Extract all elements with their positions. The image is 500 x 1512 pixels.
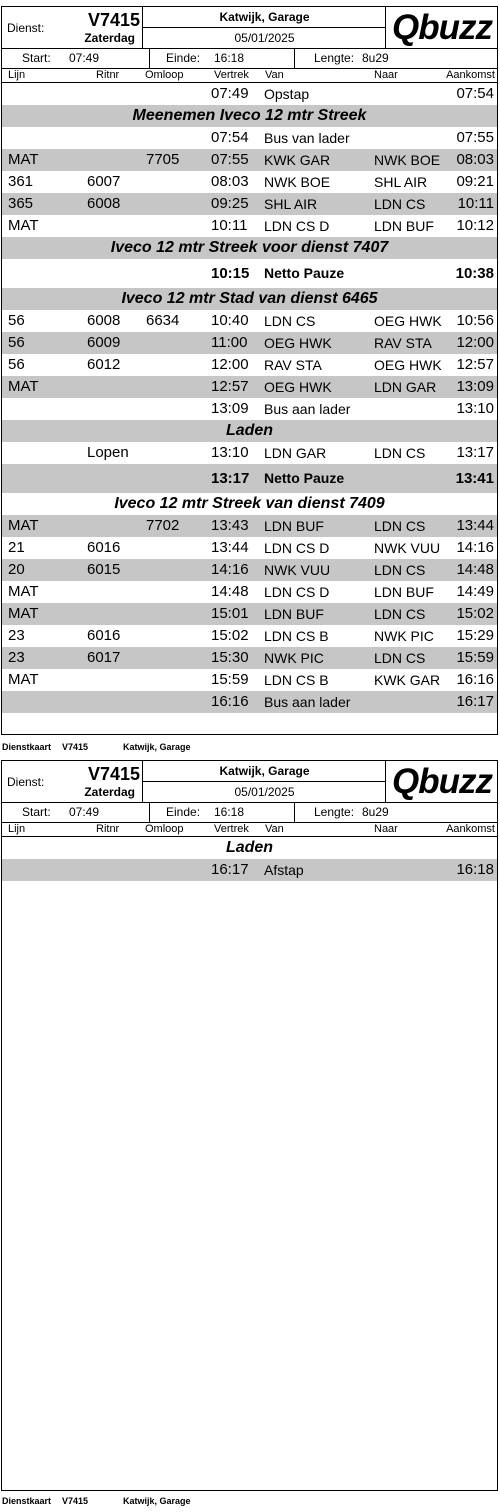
cell-aankomst: 14:49 xyxy=(456,583,494,600)
cell-lijn: MAT xyxy=(8,217,39,234)
cell-aankomst: 16:16 xyxy=(456,671,494,688)
col-vertrek: Vertrek xyxy=(214,823,249,835)
cell-aankomst: 13:17 xyxy=(456,444,494,461)
section-heading xyxy=(2,493,497,515)
cell-vertrek: 13:44 xyxy=(211,539,249,556)
cell-naar: LDN CS xyxy=(374,445,426,461)
cell-vertrek: 13:17 xyxy=(211,470,250,487)
cell-vertrek: 15:02 xyxy=(211,627,249,644)
cell-van: OEG HWK xyxy=(264,379,332,395)
section-heading xyxy=(2,837,497,859)
dienst-label: Dienst: xyxy=(7,21,45,35)
cell-vertrek: 10:40 xyxy=(211,312,249,329)
col-ritnr: Ritnr xyxy=(96,823,120,835)
trip-row xyxy=(2,376,497,398)
trip-row xyxy=(2,215,497,237)
cell-aankomst: 07:55 xyxy=(456,129,494,146)
cell-vertrek: 14:16 xyxy=(211,561,249,578)
cell-vertrek: 15:01 xyxy=(211,605,249,622)
cell-naar: KWK GAR xyxy=(374,672,441,688)
trip-row xyxy=(2,332,497,354)
cell-lijn: 56 xyxy=(8,334,25,351)
cell-van: LDN CS B xyxy=(264,628,329,644)
trip-row xyxy=(2,193,497,215)
cell-van: Bus aan lader xyxy=(264,694,351,710)
col-van: Van xyxy=(265,823,284,835)
cell-van: Netto Pauze xyxy=(264,265,345,281)
cell-vertrek: 16:16 xyxy=(211,693,249,710)
day-label: Zaterdag xyxy=(84,785,135,799)
cell-van: RAV STA xyxy=(264,357,322,373)
trip-row xyxy=(2,127,497,149)
cell-ritnr: 6007 xyxy=(87,173,121,190)
cell-van: LDN CS B xyxy=(264,672,329,688)
end-label: Einde: xyxy=(166,805,201,819)
trip-row xyxy=(2,603,497,625)
cell-omloop: 7702 xyxy=(146,517,180,534)
footer-dienst: V7415 xyxy=(62,742,89,752)
cell-omloop: 6634 xyxy=(146,312,180,329)
cell-aankomst: 13:10 xyxy=(456,400,494,417)
col-van: Van xyxy=(265,69,284,81)
location: Katwijk, Garage xyxy=(219,764,310,778)
col-lijn: Lijn xyxy=(8,69,26,81)
section-title: Laden xyxy=(225,422,274,439)
trip-row xyxy=(2,691,497,713)
cell-naar: LDN GAR xyxy=(374,379,437,395)
cell-vertrek: 13:10 xyxy=(211,444,249,461)
cell-van: NWK PIC xyxy=(264,650,324,666)
end-time: 16:18 xyxy=(214,51,245,65)
trip-row xyxy=(2,559,497,581)
col-aankomst: Aankomst xyxy=(446,69,495,81)
cell-lijn: 56 xyxy=(8,356,25,373)
cell-van: SHL AIR xyxy=(264,196,318,212)
cell-van: LDN CS D xyxy=(264,218,330,234)
cell-vertrek: 15:59 xyxy=(211,671,249,688)
cell-ritnr: 6008 xyxy=(87,312,121,329)
trip-row xyxy=(2,581,497,603)
trip-row xyxy=(2,83,497,105)
trip-row xyxy=(2,149,497,171)
cell-vertrek: 13:43 xyxy=(211,517,249,534)
cell-aankomst: 13:41 xyxy=(455,470,494,487)
cell-van: NWK VUU xyxy=(264,562,331,578)
trip-row xyxy=(2,398,497,420)
footer-location: Katwijk, Garage xyxy=(123,742,191,752)
cell-van: LDN CS D xyxy=(264,584,330,600)
section-title: Laden xyxy=(225,839,274,856)
col-ritnr: Ritnr xyxy=(96,69,120,81)
cell-ritnr: 6015 xyxy=(87,561,121,578)
end-label: Einde: xyxy=(166,51,201,65)
location: Katwijk, Garage xyxy=(219,10,310,24)
cell-ritnr: Lopen xyxy=(87,444,129,461)
cell-lijn: MAT xyxy=(8,378,39,395)
length-value: 8u29 xyxy=(362,51,389,65)
cell-vertrek: 12:00 xyxy=(211,356,249,373)
cell-vertrek: 16:17 xyxy=(211,861,249,878)
cell-lijn: MAT xyxy=(8,671,39,688)
times-bar xyxy=(2,802,497,823)
cell-ritnr: 6016 xyxy=(87,627,121,644)
cell-vertrek: 11:00 xyxy=(211,334,248,351)
cell-naar: LDN BUF xyxy=(374,584,434,600)
cell-lijn: 365 xyxy=(8,195,34,212)
cell-lijn: MAT xyxy=(8,517,39,534)
section-heading xyxy=(2,288,497,310)
cell-vertrek: 10:11 xyxy=(211,217,248,234)
cell-lijn: 361 xyxy=(8,173,34,190)
cell-aankomst: 08:03 xyxy=(456,151,494,168)
cell-naar: OEG HWK xyxy=(374,313,442,329)
cell-van: LDN CS xyxy=(264,313,316,329)
cell-aankomst: 07:54 xyxy=(456,85,494,102)
cell-van: KWK GAR xyxy=(264,152,331,168)
cell-van: Opstap xyxy=(264,86,310,102)
col-naar: Naar xyxy=(374,823,398,835)
dienst-number: V7415 xyxy=(87,10,140,30)
cell-van: LDN BUF xyxy=(264,518,324,534)
start-time: 07:49 xyxy=(69,51,100,65)
column-headers xyxy=(2,68,497,83)
times-bar xyxy=(2,48,497,69)
cell-lijn: 21 xyxy=(8,539,25,556)
section-heading xyxy=(2,237,497,259)
cell-vertrek: 10:15 xyxy=(211,265,250,282)
day-label: Zaterdag xyxy=(84,31,135,45)
start-label: Start: xyxy=(22,51,51,65)
cell-van: Afstap xyxy=(264,862,304,878)
section-heading xyxy=(2,105,497,127)
trip-row xyxy=(2,442,497,464)
cell-van: NWK BOE xyxy=(264,174,331,190)
cell-van: Bus van lader xyxy=(264,130,350,146)
cell-vertrek: 12:57 xyxy=(211,378,249,395)
col-omloop: Omloop xyxy=(145,823,184,835)
section-title: Iveco 12 mtr Stad van dienst 6465 xyxy=(121,290,378,307)
cell-vertrek: 14:48 xyxy=(211,583,249,600)
cell-lijn: MAT xyxy=(8,151,39,168)
cell-van: Netto Pauze xyxy=(264,470,345,486)
cell-vertrek: 08:03 xyxy=(211,173,249,190)
cell-naar: NWK PIC xyxy=(374,628,434,644)
footer-location: Katwijk, Garage xyxy=(123,1496,191,1506)
cell-naar: RAV STA xyxy=(374,335,432,351)
cell-aankomst: 13:09 xyxy=(456,378,494,395)
cell-vertrek: 09:25 xyxy=(211,195,249,212)
col-omloop: Omloop xyxy=(145,69,184,81)
trip-row xyxy=(2,171,497,193)
qbuzz-logo: Qbuzz xyxy=(392,762,492,801)
section-title: Iveco 12 mtr Streek van dienst 7409 xyxy=(114,495,385,512)
cell-van: LDN GAR xyxy=(264,445,327,461)
date: 05/01/2025 xyxy=(234,785,295,799)
trip-list xyxy=(2,837,497,881)
date: 05/01/2025 xyxy=(234,31,295,45)
cell-aankomst: 12:57 xyxy=(456,356,494,373)
cell-vertrek: 13:09 xyxy=(211,400,249,417)
cell-naar: NWK VUU xyxy=(374,540,441,556)
cell-aankomst: 16:17 xyxy=(456,693,494,710)
trip-row xyxy=(2,625,497,647)
footer-dienst: V7415 xyxy=(62,1496,89,1506)
section-heading xyxy=(2,420,497,442)
trip-list xyxy=(2,83,497,713)
cell-aankomst: 10:56 xyxy=(456,312,494,329)
cell-naar: LDN BUF xyxy=(374,218,434,234)
trip-row xyxy=(2,515,497,537)
start-time: 07:49 xyxy=(69,805,100,819)
col-aankomst: Aankomst xyxy=(446,823,495,835)
cell-lijn: MAT xyxy=(8,605,39,622)
column-headers xyxy=(2,822,497,837)
pause-row xyxy=(2,464,497,493)
pause-row xyxy=(2,259,497,288)
cell-ritnr: 6009 xyxy=(87,334,121,351)
cell-naar: LDN CS xyxy=(374,196,426,212)
cell-vertrek: 07:55 xyxy=(211,151,249,168)
cell-aankomst: 10:12 xyxy=(456,217,494,234)
cell-naar: LDN CS xyxy=(374,650,426,666)
start-label: Start: xyxy=(22,805,51,819)
cell-aankomst: 15:02 xyxy=(456,605,494,622)
cell-lijn: 23 xyxy=(8,627,25,644)
cell-ritnr: 6008 xyxy=(87,195,121,212)
cell-ritnr: 6012 xyxy=(87,356,121,373)
col-naar: Naar xyxy=(374,69,398,81)
length-label: Lengte: xyxy=(314,51,355,65)
card-header xyxy=(2,7,497,49)
schedule-box xyxy=(1,6,498,735)
cell-van: Bus aan lader xyxy=(264,401,351,417)
trip-row xyxy=(2,354,497,376)
cell-van: LDN CS D xyxy=(264,540,330,556)
cell-van: LDN BUF xyxy=(264,606,324,622)
cell-aankomst: 16:18 xyxy=(456,861,494,878)
length-value: 8u29 xyxy=(362,805,389,819)
cell-vertrek: 07:49 xyxy=(211,85,249,102)
trip-row xyxy=(2,859,497,881)
length-label: Lengte: xyxy=(314,805,355,819)
cell-aankomst: 15:59 xyxy=(456,649,494,666)
cell-aankomst: 10:11 xyxy=(457,195,494,212)
cell-omloop: 7705 xyxy=(146,151,180,168)
cell-lijn: 23 xyxy=(8,649,25,666)
cell-aankomst: 10:38 xyxy=(455,265,494,282)
cell-lijn: MAT xyxy=(8,583,39,600)
section-title: Iveco 12 mtr Streek voor dienst 7407 xyxy=(110,239,389,256)
cell-ritnr: 6017 xyxy=(87,649,121,666)
cell-naar: LDN CS xyxy=(374,606,426,622)
card-header xyxy=(2,761,497,803)
cell-aankomst: 13:44 xyxy=(456,517,494,534)
qbuzz-logo: Qbuzz xyxy=(392,8,492,47)
cell-vertrek: 15:30 xyxy=(211,649,249,666)
trip-row xyxy=(2,537,497,559)
footer-label: Dienstkaart xyxy=(2,1496,52,1506)
schedule-box xyxy=(1,760,498,1491)
cell-vertrek: 07:54 xyxy=(211,129,249,146)
cell-ritnr: 6016 xyxy=(87,539,121,556)
footer-label: Dienstkaart xyxy=(2,742,52,752)
col-lijn: Lijn xyxy=(8,823,26,835)
trip-row xyxy=(2,647,497,669)
cell-aankomst: 12:00 xyxy=(456,334,494,351)
cell-naar: LDN CS xyxy=(374,562,426,578)
trip-row xyxy=(2,669,497,691)
end-time: 16:18 xyxy=(214,805,245,819)
dienst-number: V7415 xyxy=(87,764,140,784)
cell-aankomst: 14:16 xyxy=(456,539,494,556)
cell-lijn: 20 xyxy=(8,561,25,578)
cell-aankomst: 09:21 xyxy=(456,173,494,190)
section-title: Meenemen Iveco 12 mtr Streek xyxy=(132,107,367,124)
cell-van: OEG HWK xyxy=(264,335,332,351)
cell-aankomst: 14:48 xyxy=(456,561,494,578)
col-vertrek: Vertrek xyxy=(214,69,249,81)
cell-naar: OEG HWK xyxy=(374,357,442,373)
dienst-label: Dienst: xyxy=(7,775,45,789)
cell-naar: SHL AIR xyxy=(374,174,428,190)
cell-naar: NWK BOE xyxy=(374,152,441,168)
cell-naar: LDN CS xyxy=(374,518,426,534)
cell-aankomst: 15:29 xyxy=(456,627,494,644)
trip-row xyxy=(2,310,497,332)
cell-lijn: 56 xyxy=(8,312,25,329)
